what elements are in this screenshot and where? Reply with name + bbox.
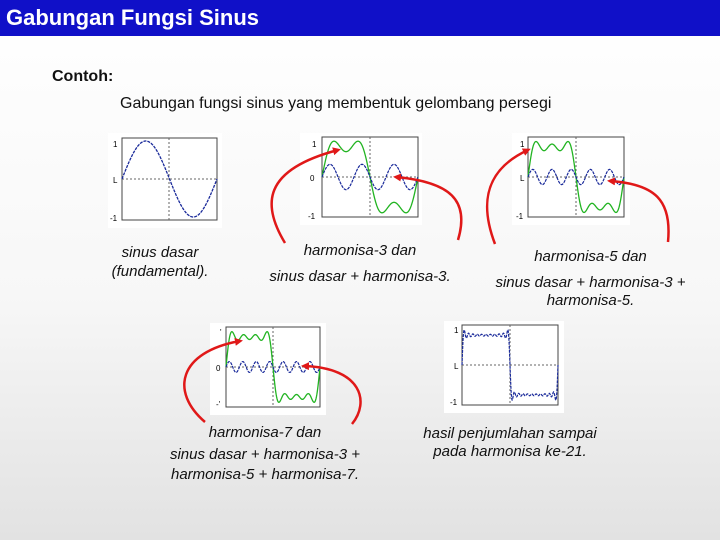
arrow-harmonic-3-wave xyxy=(396,177,461,240)
caption-line: harmonisa-5. xyxy=(546,292,635,309)
tick-top: 1 xyxy=(520,140,525,149)
slide-title: Gabungan Fungsi Sinus xyxy=(6,5,259,30)
caption-line: harmonisa-5 dan xyxy=(534,248,647,265)
tick-top: 1 xyxy=(113,140,118,149)
tick-top: 1 xyxy=(312,140,317,149)
caption-line: harmonisa-3 dan xyxy=(303,242,417,259)
tick-mid: L xyxy=(520,174,525,183)
arrow-harmonic-7-sum xyxy=(184,341,240,422)
tick-mid: L xyxy=(113,176,118,185)
tick-mid: 0 xyxy=(216,364,221,373)
arrow-harmonic-3-sum xyxy=(272,150,338,243)
arrow-harmonic-5-sum xyxy=(487,150,528,244)
tick-bottom: -1 xyxy=(516,212,524,221)
tick-bottom: -1 xyxy=(450,398,458,407)
caption-line: sinus dasar + harmonisa-3 + xyxy=(495,274,686,291)
tick-top: 1 xyxy=(454,326,459,335)
caption-line: harmonisa-5 + harmonisa-7. xyxy=(170,466,359,483)
tick-bottom: -1 xyxy=(308,212,316,221)
caption-line: sinus dasar + harmonisa-3 + xyxy=(169,446,361,463)
caption-line: hasil penjumlahan sampai xyxy=(423,425,597,442)
tick-mid: L xyxy=(454,362,459,371)
arrow-harmonic-7-wave xyxy=(304,366,361,424)
caption-line: (fundamental). xyxy=(111,263,209,280)
caption-line: pada harmonisa ke-21. xyxy=(433,443,587,460)
caption-line: sinus dasar xyxy=(121,244,199,261)
arrow-harmonic-5-wave xyxy=(610,181,669,242)
caption-line: harmonisa-7 dan xyxy=(208,424,322,441)
tick-mid: 0 xyxy=(310,174,315,183)
tick-bottom: -' xyxy=(216,400,221,409)
tick-bottom: -1 xyxy=(110,214,118,223)
caption-line: sinus dasar + harmonisa-3. xyxy=(269,268,451,285)
tick-top: ' xyxy=(220,328,222,337)
subtitle: Gabungan fungsi sinus yang membentuk gelombang persegi xyxy=(120,95,552,112)
heading: Contoh: xyxy=(52,68,114,85)
